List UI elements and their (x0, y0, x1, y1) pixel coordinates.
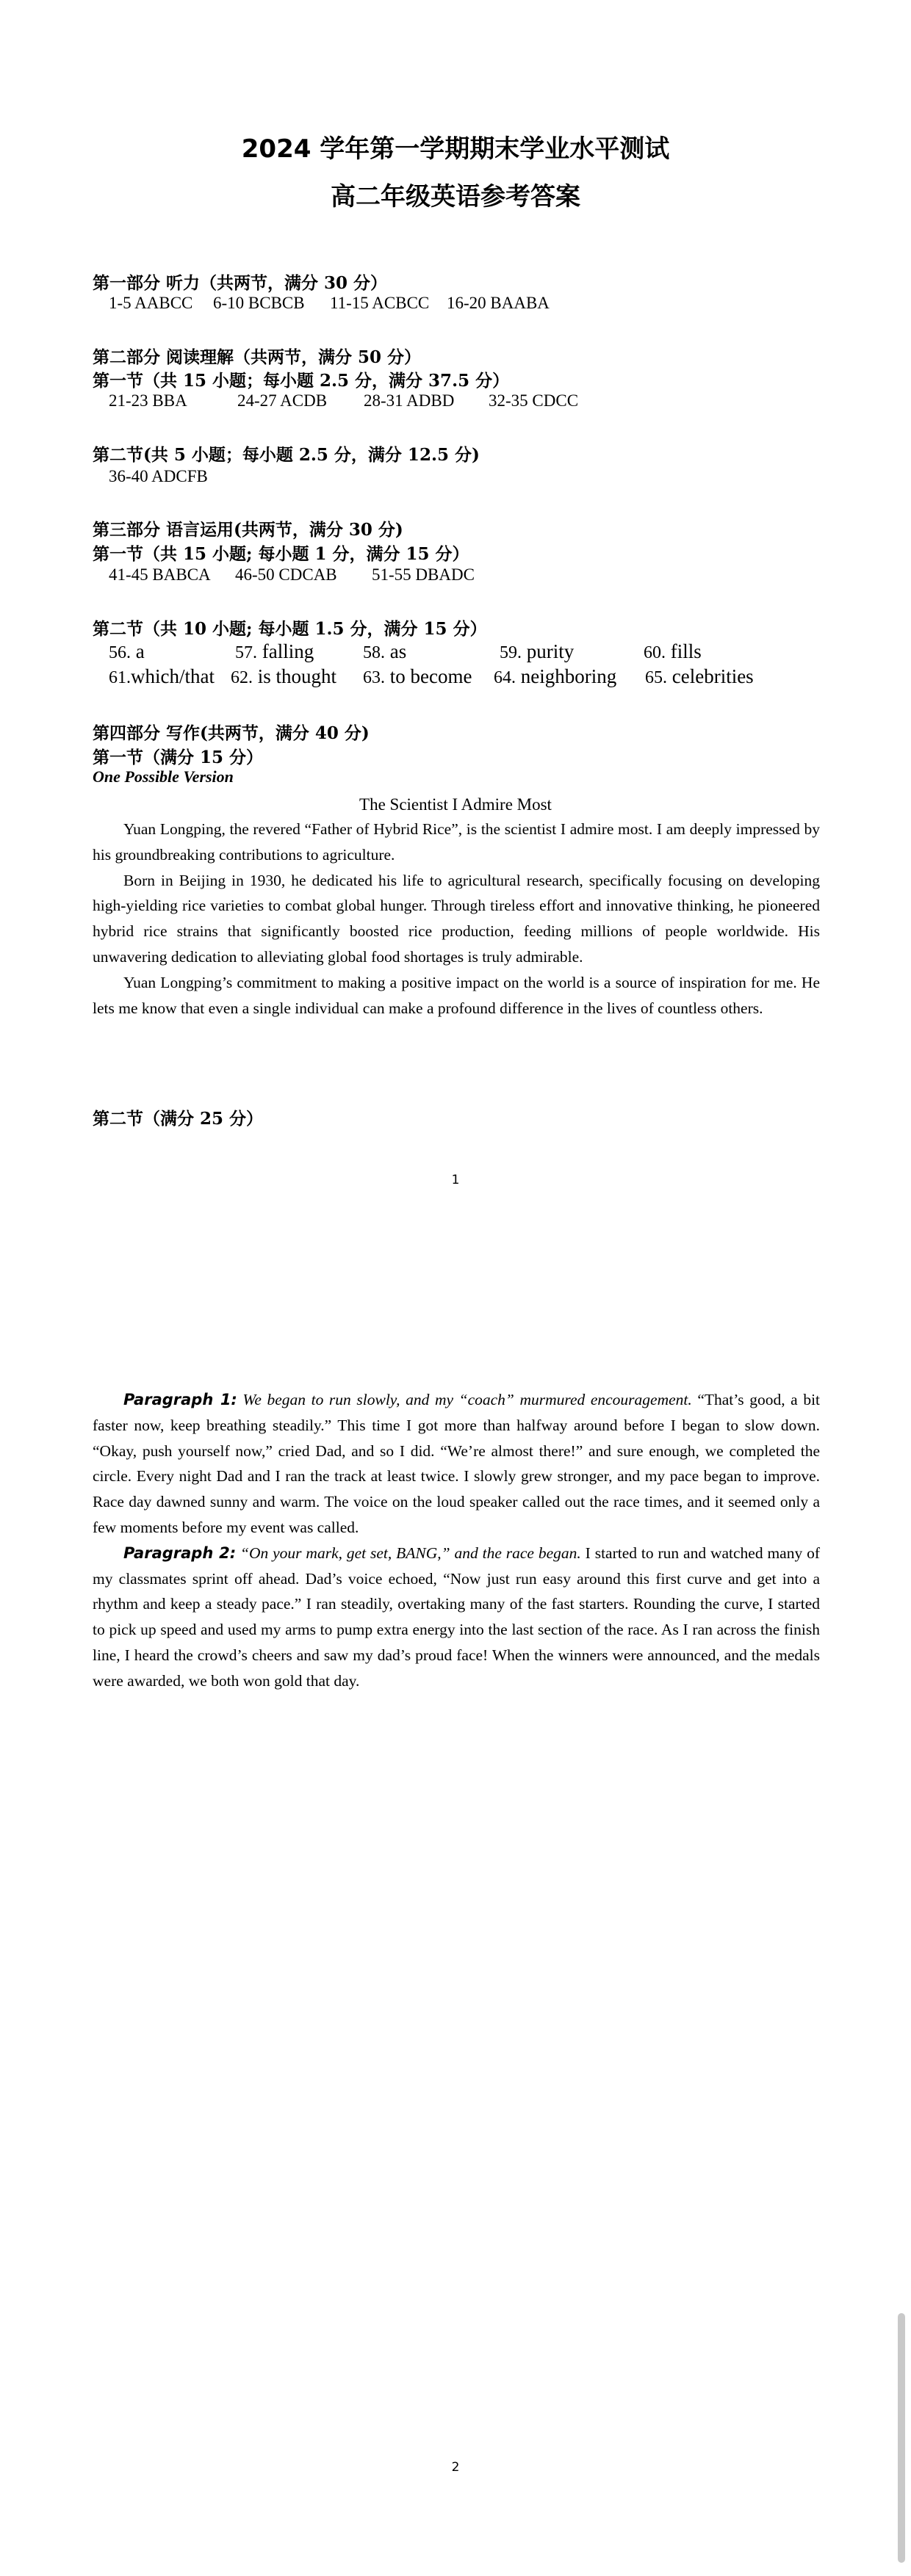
page-number: 2 (451, 2460, 460, 2475)
model-continuation (93, 1387, 820, 1694)
part4-section1-heading: 第一节（满分 15 分） (93, 748, 264, 767)
part1-answers (109, 294, 550, 313)
part2-section2-answers (109, 467, 208, 486)
fill-item: 56. a (109, 640, 145, 662)
paragraph-1-lead: We began to run slowly, and my “coach” murmured encouragement. (242, 1391, 692, 1408)
essay-title: The Scientist I Admire Most (359, 795, 552, 814)
part3-heading: 第三部分 语言运用(共两节，满分 30 分) (93, 520, 403, 540)
answer-group: 41-45 BABCA (109, 565, 211, 584)
answer-group: 46-50 CDCAB (235, 565, 337, 584)
answer-group: 51-55 DBADC (372, 565, 475, 584)
paragraph-1 (93, 1387, 820, 1541)
part4-heading: 第四部分 写作(共两节，满分 40 分) (93, 723, 370, 743)
fill-item: 57. falling (235, 640, 314, 662)
answer-group: 11-15 ACBCC (330, 294, 430, 312)
fill-item: 60. fills (644, 640, 702, 662)
part3-section2-heading: 第二节（共 10 小题; 每小题 1.5 分，满分 15 分） (93, 619, 487, 639)
page-number: 1 (451, 1173, 460, 1187)
answer-key-page-2 (0, 1288, 911, 2576)
document-subtitle: 高二年级英语参考答案 (331, 182, 580, 211)
answer-group: 16-20 BAABA (447, 294, 550, 312)
part3-section1-answers (109, 565, 475, 585)
paragraph-2-label: Paragraph 2: (123, 1544, 237, 1562)
essay-paragraph: Born in Beijing in 1930, he dedicated his life to agricultural research, specifically focusing on developing high-yielding rice varieties to combat global hunger. Through tireless effort and innovative thinking, he pioneered hybrid rice strains that significantly boosted rice production, feeding millions of people worldwide. His unwavering dedication to alleviating global food shortages is truly admirable. (93, 871, 820, 966)
essay-paragraph: Yuan Longping’s commitment to making a positive impact on the world is a source of inspiration for me. He lets me know that even a single individual can make a profound difference in the lives of countless others. (93, 973, 820, 1017)
fill-item: 65. celebrities (645, 665, 754, 687)
answer-group: 1-5 AABCC (109, 294, 193, 312)
document-title: 2024 学年第一学期期末学业水平测试 (241, 134, 670, 164)
fill-item: 64. neighboring (494, 665, 617, 687)
paragraph-1-label: Paragraph 1: (123, 1391, 237, 1408)
answer-group: 21-23 BBA (109, 391, 187, 410)
fill-item: 63. to become (363, 665, 472, 687)
version-label: One Possible Version (93, 767, 234, 786)
paragraph-2 (93, 1541, 820, 1694)
part2-section2-heading: 第二节(共 5 小题；每小题 2.5 分，满分 12.5 分) (93, 445, 480, 465)
answer-group: 28-31 ADBD (364, 391, 455, 410)
vertical-scrollbar[interactable] (898, 2313, 905, 2563)
part2-section1-answers (109, 391, 578, 410)
fill-item: 59. purity (500, 640, 575, 662)
answer-group: 6-10 BCBCB (213, 294, 305, 312)
paragraph-2-lead: “On your mark, get set, BANG,” and the race began. (240, 1544, 581, 1562)
paragraph-1-body: “That’s good, a bit faster now, keep breathing steadily.” This time I got more than halfway around before I began to slow down. “Okay, push yourself now,” cried Dad, and so I did. “We’re almost there!” and sure enough, we completed the circle. Every night Dad and I ran the track at least twice. I slowly grew stronger, and my pace began to improve. Race day dawned sunny and warm. The voice on the loud speaker called out the race times, and it seemed only a few moments before my event was called. (93, 1391, 821, 1536)
answer-group: 24-27 ACDB (237, 391, 328, 410)
part4-section2-heading: 第二节（满分 25 分） (93, 1109, 264, 1129)
answer-group: 32-35 CDCC (489, 391, 579, 410)
fill-item: 62. is thought (231, 665, 337, 687)
paragraph-2-body: I started to run and watched many of my classmates sprint off ahead. Dad’s voice echoed, “Now just run easy around this first curve and get into a rhythm and keep a steady pace.” I ran steadily, overtaking many of the fast starters. Rounding the curve, I started to pick up speed and used my arms to pump extra energy into the last section of the race. As I ran across the finish line, I heard the crowd’s cheers and saw my dad’s proud face! When the winners were announced, and the medals were awarded, we both won gold that day. (93, 1544, 821, 1690)
essay-body (93, 817, 820, 1021)
part1-heading: 第一部分 听力（共两节，满分 30 分） (93, 273, 388, 293)
fill-item: 61.which/that (109, 665, 215, 687)
fill-item: 58. as (363, 640, 407, 662)
part2-section1-heading: 第一节（共 15 小题；每小题 2.5 分，满分 37.5 分） (93, 371, 510, 391)
part2-heading: 第二部分 阅读理解（共两节，满分 50 分） (93, 347, 422, 367)
part3-section1-heading: 第一节（共 15 小题; 每小题 1 分，满分 15 分） (93, 544, 469, 564)
answer-group: 36-40 ADCFB (109, 467, 208, 485)
essay-paragraph: Yuan Longping, the revered “Father of Hybrid Rice”, is the scientist I admire most. I am deeply impressed by his groundbreaking contributions to agriculture. (93, 820, 820, 864)
